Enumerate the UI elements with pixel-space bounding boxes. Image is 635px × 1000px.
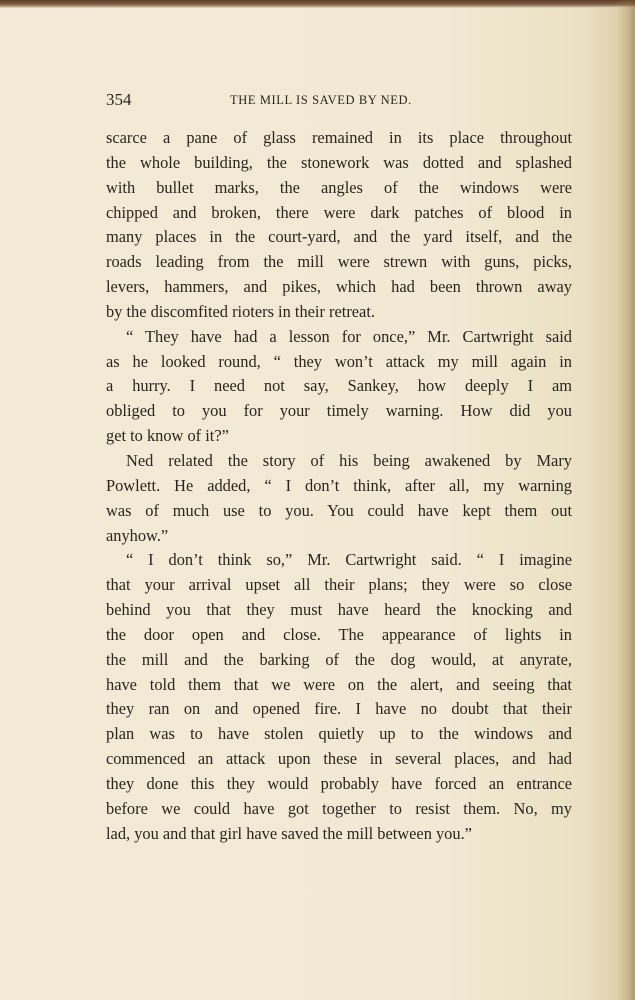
text-line: have told them that we were on the alert, and seeing that (106, 674, 572, 694)
body-text (106, 126, 572, 846)
text-line: as he looked round, “ they won’t attack my mill again in (106, 351, 572, 371)
text-line: they ran on and opened fire. I have no doubt that their (106, 699, 572, 719)
text-line: roads leading from the mill were strewn with guns, picks, (106, 252, 572, 272)
text-line: “ I don’t think so,” Mr. Cartwright said. “ I imagine (126, 550, 572, 570)
text-line: “ They have had a lesson for once,” Mr. Cartwright said (126, 326, 572, 346)
text-line: anyhow.” (106, 525, 169, 545)
page-top-edge (0, 0, 635, 8)
text-line: they done this they would probably have forced an entrance (106, 773, 572, 793)
text-line: get to know of it?” (106, 426, 229, 446)
text-line: the whole building, the stonework was dotted and splashed (106, 152, 572, 172)
page-header (106, 88, 572, 112)
text-line: behind you that they must have heard the knocking and (106, 600, 572, 620)
text-line: that your arrival upset all their plans; they were so close (106, 575, 572, 595)
text-line: levers, hammers, and pikes, which had been thrown away (106, 277, 572, 297)
text-line: a hurry. I need not say, Sankey, how deeply I am (106, 376, 572, 396)
text-line: scarce a pane of glass remained in its place throughout (106, 128, 572, 147)
text-line: was of much use to you. You could have kept them out (106, 500, 572, 520)
page-number: 354 (106, 90, 132, 109)
text-line: commenced an attack upon these in several places, and had (106, 749, 572, 769)
text-line: plan was to have stolen quietly up to the windows and (106, 724, 572, 744)
text-line: many places in the court-yard, and the yard itself, and the (106, 227, 572, 247)
running-title: THE MILL IS SAVED BY NED. (230, 93, 412, 107)
text-line: Powlett. He added, “ I don’t think, after all, my warning (106, 475, 572, 495)
page-right-edge (617, 0, 635, 1000)
text-line: with bullet marks, the angles of the windows were (106, 177, 572, 197)
text-line: the mill and the barking of the dog would, at anyrate, (106, 649, 572, 669)
text-line: Ned related the story of his being awakened by Mary (126, 450, 572, 470)
text-line: chipped and broken, there were dark patches of blood in (106, 202, 572, 222)
text-line: the door open and close. The appearance of lights in (106, 624, 572, 644)
text-line: lad, you and that girl have saved the mill between you.” (106, 823, 472, 843)
text-line: obliged to you for your timely warning. How did you (106, 401, 572, 421)
text-line: before we could have got together to resist them. No, my (106, 798, 572, 818)
text-line: by the discomfited rioters in their retreat. (106, 301, 375, 321)
